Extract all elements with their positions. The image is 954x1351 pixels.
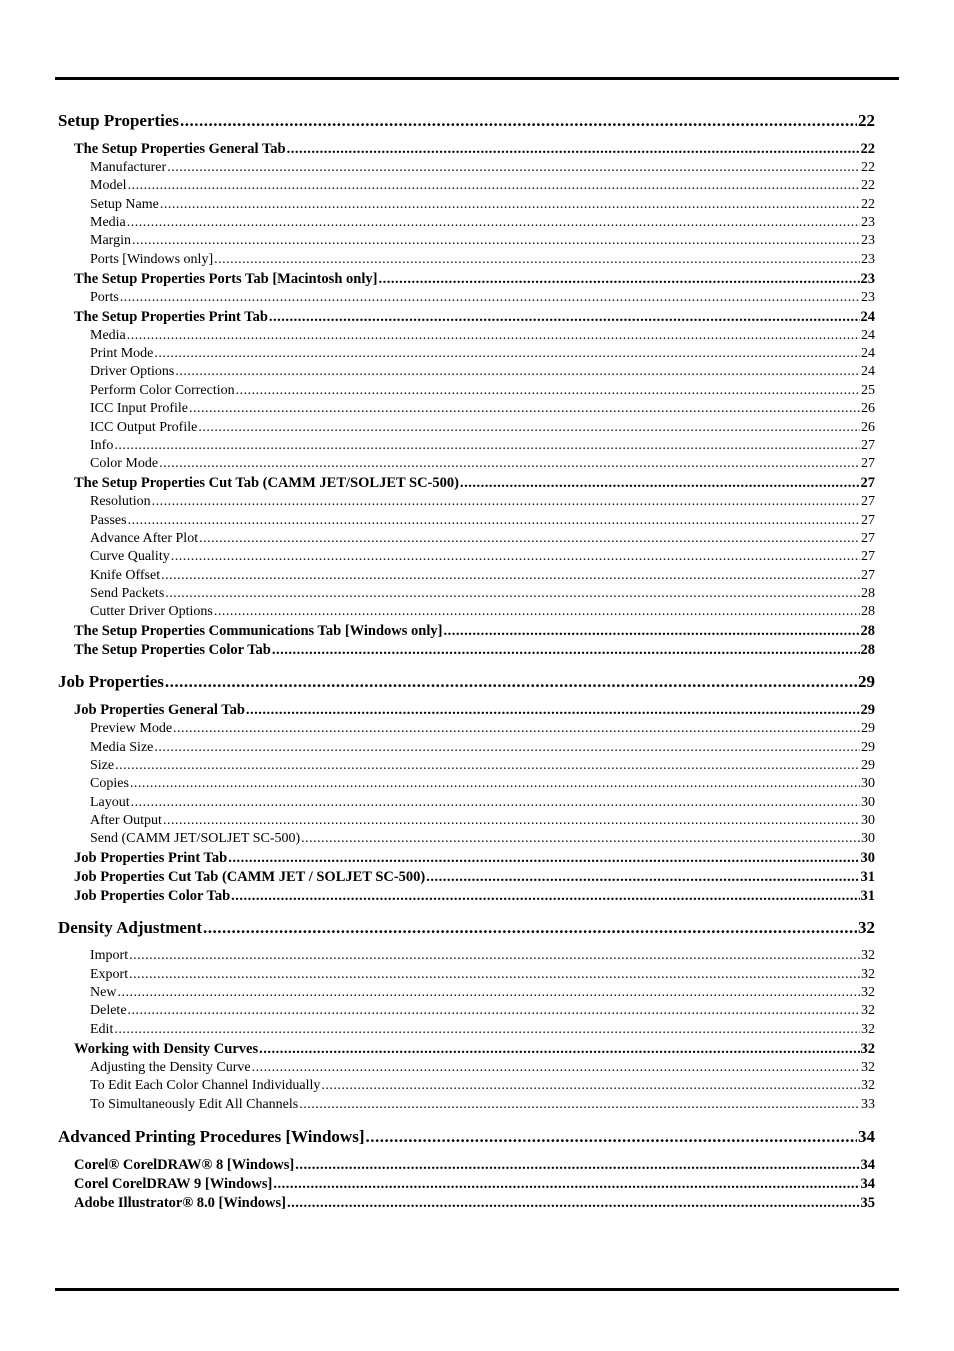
toc-entry-title: Advanced Printing Procedures [Windows] bbox=[58, 1126, 365, 1146]
toc-page-number: 22 bbox=[861, 196, 875, 212]
toc-entry-title: Driver Options bbox=[90, 364, 175, 380]
toc-page-number: 28 bbox=[861, 585, 875, 601]
toc-entry-title: Job Properties General Tab bbox=[74, 702, 245, 719]
toc-section[interactable] bbox=[58, 112, 875, 129]
toc-page-number: 30 bbox=[860, 850, 875, 867]
toc-subsection[interactable] bbox=[58, 1042, 875, 1057]
toc-page-number: 32 bbox=[861, 1078, 875, 1094]
toc-entry-title: Curve Quality bbox=[90, 549, 170, 565]
toc-entry-title: Density Adjustment bbox=[58, 918, 203, 938]
toc-page-number: 27 bbox=[861, 567, 875, 583]
toc-page-number: 35 bbox=[860, 1194, 875, 1211]
toc-entry-title: Knife Offset bbox=[90, 567, 161, 583]
toc-entry-title: Edit bbox=[90, 1021, 114, 1037]
dot-leader bbox=[127, 216, 860, 230]
toc-entry[interactable] bbox=[58, 439, 875, 453]
dot-leader bbox=[246, 703, 860, 718]
dot-leader bbox=[299, 1098, 860, 1112]
dot-leader bbox=[259, 1042, 859, 1057]
toc-entry[interactable] bbox=[58, 1004, 875, 1018]
toc-entry-title: Ports bbox=[90, 289, 119, 305]
dot-leader bbox=[252, 1061, 860, 1075]
dot-leader bbox=[117, 986, 860, 1000]
toc-page-number: 31 bbox=[860, 869, 875, 886]
dot-leader bbox=[115, 759, 860, 773]
toc-entry-title: The Setup Properties Color Tab bbox=[74, 642, 271, 659]
toc-entry-title: Adobe Illustrator® 8.0 [Windows] bbox=[74, 1194, 286, 1211]
dot-leader bbox=[128, 1004, 860, 1018]
toc-entry-title: Manufacturer bbox=[90, 160, 167, 175]
toc-page-number: 33 bbox=[861, 1096, 875, 1112]
toc-page-number: 27 bbox=[861, 494, 875, 510]
toc-page-number: 26 bbox=[861, 401, 875, 417]
toc-page-number: 27 bbox=[861, 549, 875, 565]
toc-entry-title: Job Properties Cut Tab (CAMM JET / SOLJET SC-500) bbox=[74, 869, 426, 886]
toc-entry-title: Cutter Driver Options bbox=[90, 604, 213, 620]
dot-leader bbox=[120, 291, 860, 305]
dot-leader bbox=[272, 643, 860, 658]
toc-page-number: 23 bbox=[861, 289, 875, 305]
dot-leader bbox=[273, 1177, 859, 1192]
toc-subsection[interactable] bbox=[58, 889, 875, 904]
dot-leader bbox=[165, 673, 857, 690]
toc-entry-title: Perform Color Correction bbox=[90, 382, 235, 398]
toc-entry-title: Send Packets bbox=[90, 585, 165, 601]
toc-page-number: 27 bbox=[861, 530, 875, 546]
toc-entry-title: Working with Density Curves bbox=[74, 1040, 259, 1057]
toc-page-number: 32 bbox=[861, 948, 875, 964]
dot-leader bbox=[378, 272, 859, 287]
toc-page-number: 32 bbox=[861, 1003, 875, 1019]
toc-page-number: 22 bbox=[858, 111, 875, 130]
dot-leader bbox=[175, 365, 860, 379]
dot-leader bbox=[203, 919, 857, 936]
toc-page-number: 24 bbox=[861, 346, 875, 362]
toc-entry-title: Media bbox=[90, 327, 126, 343]
toc-entry[interactable] bbox=[58, 968, 875, 982]
toc-entry-title: Send (CAMM JET/SOLJET SC-500) bbox=[90, 831, 301, 847]
dot-leader bbox=[231, 889, 859, 904]
dot-leader bbox=[128, 179, 860, 193]
toc-entry[interactable] bbox=[58, 514, 875, 528]
toc-entry[interactable] bbox=[58, 457, 875, 471]
dot-leader bbox=[228, 851, 859, 866]
dot-leader bbox=[269, 310, 860, 325]
toc-entry-title: Import bbox=[90, 948, 129, 964]
toc-subsection[interactable] bbox=[58, 851, 875, 866]
toc-entry-title: Info bbox=[90, 437, 114, 453]
toc-entry[interactable] bbox=[58, 365, 875, 379]
dot-leader bbox=[167, 161, 860, 175]
toc-entry-title: Size bbox=[90, 758, 115, 773]
toc-entry[interactable] bbox=[58, 814, 875, 828]
toc-section[interactable] bbox=[58, 919, 875, 936]
dot-leader bbox=[114, 439, 860, 453]
toc-entry[interactable] bbox=[58, 532, 875, 546]
dot-leader bbox=[236, 384, 860, 398]
header-rule bbox=[55, 77, 899, 80]
toc-subsection[interactable] bbox=[58, 476, 875, 491]
toc-page-number: 24 bbox=[860, 308, 875, 325]
toc-entry[interactable] bbox=[58, 741, 875, 755]
toc-entry[interactable] bbox=[58, 329, 875, 343]
dot-leader bbox=[301, 832, 860, 846]
toc-page-number: 29 bbox=[861, 758, 875, 773]
dot-leader bbox=[163, 814, 860, 828]
toc-subsection[interactable] bbox=[58, 643, 875, 658]
toc-page-number: 24 bbox=[861, 364, 875, 380]
dot-leader bbox=[165, 587, 860, 601]
dot-leader bbox=[154, 347, 860, 361]
toc-entry[interactable] bbox=[58, 986, 875, 1000]
toc-entry-title: Job Properties Color Tab bbox=[74, 888, 231, 905]
toc-page-number: 29 bbox=[860, 702, 875, 719]
dot-leader bbox=[443, 624, 859, 639]
toc-entry[interactable] bbox=[58, 179, 875, 193]
toc-entry[interactable] bbox=[58, 949, 875, 963]
toc-subsection[interactable] bbox=[58, 1196, 875, 1211]
dot-leader bbox=[321, 1079, 860, 1093]
toc-page-number: 26 bbox=[861, 419, 875, 435]
toc-entry[interactable] bbox=[58, 777, 875, 791]
toc-page-number: 32 bbox=[861, 1059, 875, 1075]
toc-entry[interactable] bbox=[58, 759, 875, 773]
toc-entry-title: Preview Mode bbox=[90, 721, 173, 737]
toc-entry-title: Adjusting the Density Curve bbox=[90, 1059, 251, 1075]
dot-leader bbox=[154, 741, 860, 755]
toc-entry-title: After Output bbox=[90, 813, 162, 829]
dot-leader bbox=[131, 796, 860, 810]
toc-page-number: 29 bbox=[858, 672, 875, 692]
toc-entry-title: To Edit Each Color Channel Individually bbox=[90, 1078, 321, 1094]
toc-entry-title: The Setup Properties Ports Tab [Macintosh only] bbox=[74, 270, 378, 287]
toc-entry[interactable] bbox=[58, 421, 875, 435]
toc-entry[interactable] bbox=[58, 161, 875, 175]
toc-page-number: 30 bbox=[861, 813, 875, 829]
toc-subsection[interactable] bbox=[58, 1158, 875, 1173]
dot-leader bbox=[173, 722, 860, 736]
toc-entry-title: Delete bbox=[90, 1003, 127, 1019]
toc-entry-title: Print Mode bbox=[90, 346, 154, 362]
toc-page-number: 28 bbox=[861, 604, 875, 620]
toc-entry[interactable] bbox=[58, 1098, 875, 1112]
toc-page-number: 32 bbox=[861, 985, 875, 1001]
toc-page-number: 25 bbox=[861, 382, 875, 398]
dot-leader bbox=[129, 968, 860, 982]
toc-subsection[interactable] bbox=[58, 870, 875, 885]
toc-entry-title: Setup Name bbox=[90, 196, 159, 212]
toc-entry[interactable] bbox=[58, 796, 875, 810]
toc-entry-title: Advance After Plot bbox=[90, 530, 199, 546]
dot-leader bbox=[160, 198, 860, 212]
toc-entry-title: Setup Properties bbox=[58, 111, 180, 130]
toc-page-number: 27 bbox=[861, 512, 875, 528]
toc-entry-title: Layout bbox=[90, 794, 130, 810]
toc-entry-title: ICC Output Profile bbox=[90, 419, 198, 435]
toc-page-number: 27 bbox=[860, 475, 875, 492]
toc-entry[interactable] bbox=[58, 495, 875, 509]
dot-leader bbox=[366, 1128, 858, 1145]
dot-leader bbox=[214, 605, 860, 619]
dot-leader bbox=[199, 532, 860, 546]
toc-page-number: 29 bbox=[861, 739, 875, 755]
dot-leader bbox=[295, 1158, 859, 1173]
toc-entry-title: Export bbox=[90, 966, 129, 982]
toc-page-number: 22 bbox=[860, 141, 875, 157]
toc-entry-title: Resolution bbox=[90, 494, 151, 510]
dot-leader bbox=[287, 1196, 860, 1211]
toc-entry-title: Passes bbox=[90, 512, 127, 528]
dot-leader bbox=[189, 402, 860, 416]
toc-entry[interactable] bbox=[58, 569, 875, 583]
toc-entry[interactable] bbox=[58, 550, 875, 564]
toc-page-number: 34 bbox=[860, 1175, 875, 1192]
dot-leader bbox=[180, 112, 857, 129]
dot-leader bbox=[460, 476, 860, 491]
toc-page-number: 34 bbox=[858, 1126, 875, 1146]
toc-entry-title: The Setup Properties Print Tab bbox=[74, 308, 268, 325]
toc-entry-title: Margin bbox=[90, 233, 131, 249]
toc-subsection[interactable] bbox=[58, 1177, 875, 1192]
toc-subsection[interactable] bbox=[58, 703, 875, 718]
toc-page-number: 23 bbox=[861, 215, 875, 231]
toc-page-number: 32 bbox=[861, 1021, 875, 1037]
toc-page-number: 30 bbox=[861, 831, 875, 847]
toc-entry-title: New bbox=[90, 985, 117, 1001]
toc-page-number: 22 bbox=[861, 178, 875, 194]
toc-entry-title: The Setup Properties Communications Tab [Windows only] bbox=[74, 623, 443, 640]
dot-leader bbox=[127, 329, 860, 343]
dot-leader bbox=[152, 495, 860, 509]
toc-page-number: 28 bbox=[860, 642, 875, 659]
dot-leader bbox=[132, 234, 860, 248]
dot-leader bbox=[171, 550, 860, 564]
toc-entry-title: Media Size bbox=[90, 739, 154, 755]
dot-leader bbox=[114, 1023, 860, 1037]
toc-entry-title: The Setup Properties Cut Tab (CAMM JET/SOLJET SC-500) bbox=[74, 475, 459, 492]
toc-entry[interactable] bbox=[58, 402, 875, 416]
toc-page-number: 22 bbox=[861, 160, 875, 175]
toc-page-number: 24 bbox=[861, 327, 875, 343]
toc-entry-title: ICC Input Profile bbox=[90, 401, 188, 417]
toc-page-number: 23 bbox=[860, 270, 875, 287]
toc-entry-title: Copies bbox=[90, 776, 129, 792]
toc-entry-title: To Simultaneously Edit All Channels bbox=[90, 1096, 299, 1112]
toc-entry[interactable] bbox=[58, 1061, 875, 1075]
toc-entry[interactable] bbox=[58, 347, 875, 361]
dot-leader bbox=[130, 777, 860, 791]
toc-subsection[interactable] bbox=[58, 142, 875, 157]
toc-entry-title: Corel CorelDRAW 9 [Windows] bbox=[74, 1175, 273, 1192]
toc-entry[interactable] bbox=[58, 587, 875, 601]
dot-leader bbox=[426, 870, 859, 885]
toc-page-number: 30 bbox=[861, 776, 875, 792]
toc-subsection[interactable] bbox=[58, 272, 875, 287]
toc-page-number: 28 bbox=[860, 623, 875, 640]
toc-entry[interactable] bbox=[58, 234, 875, 248]
toc-section[interactable] bbox=[58, 1128, 875, 1145]
toc-entry[interactable] bbox=[58, 384, 875, 398]
toc-entry-title: Job Properties bbox=[58, 672, 164, 692]
toc-entry[interactable] bbox=[58, 722, 875, 736]
toc-entry-title: The Setup Properties General Tab bbox=[74, 141, 286, 157]
toc-entry-title: Media bbox=[90, 215, 126, 231]
toc-entry[interactable] bbox=[58, 253, 875, 267]
dot-leader bbox=[161, 569, 860, 583]
toc-page-number: 30 bbox=[861, 794, 875, 810]
toc-entry-title: Ports [Windows only] bbox=[90, 251, 214, 267]
toc-entry-title: Model bbox=[90, 178, 127, 194]
dot-leader bbox=[287, 142, 860, 157]
dot-leader bbox=[214, 253, 860, 267]
toc-page-number: 23 bbox=[861, 233, 875, 249]
toc-entry-title: Corel® CorelDRAW® 8 [Windows] bbox=[74, 1156, 295, 1173]
dot-leader bbox=[129, 949, 860, 963]
toc-page-number: 29 bbox=[861, 721, 875, 737]
toc-entry[interactable] bbox=[58, 216, 875, 230]
toc-entry[interactable] bbox=[58, 1023, 875, 1037]
toc-entry[interactable] bbox=[58, 605, 875, 619]
footer-rule bbox=[55, 1288, 899, 1291]
toc-entry-title: Job Properties Print Tab bbox=[74, 850, 228, 867]
toc-subsection[interactable] bbox=[58, 310, 875, 325]
toc-entry[interactable] bbox=[58, 291, 875, 305]
toc-entry[interactable] bbox=[58, 198, 875, 212]
toc-page-number: 32 bbox=[860, 1040, 875, 1057]
toc-page-number: 32 bbox=[858, 918, 875, 938]
dot-leader bbox=[128, 514, 860, 528]
toc-page-number: 31 bbox=[860, 888, 875, 905]
toc-page-number: 27 bbox=[861, 437, 875, 453]
toc-page-number: 32 bbox=[861, 966, 875, 982]
toc-page-number: 23 bbox=[861, 251, 875, 267]
dot-leader bbox=[198, 421, 860, 435]
toc-subsection[interactable] bbox=[58, 624, 875, 639]
dot-leader bbox=[159, 457, 860, 471]
toc-page-number: 34 bbox=[860, 1156, 875, 1173]
toc-page-number: 27 bbox=[861, 456, 875, 472]
toc-section[interactable] bbox=[58, 673, 875, 690]
toc-entry[interactable] bbox=[58, 1079, 875, 1093]
toc-entry[interactable] bbox=[58, 832, 875, 846]
toc-entry-title: Color Mode bbox=[90, 456, 159, 472]
